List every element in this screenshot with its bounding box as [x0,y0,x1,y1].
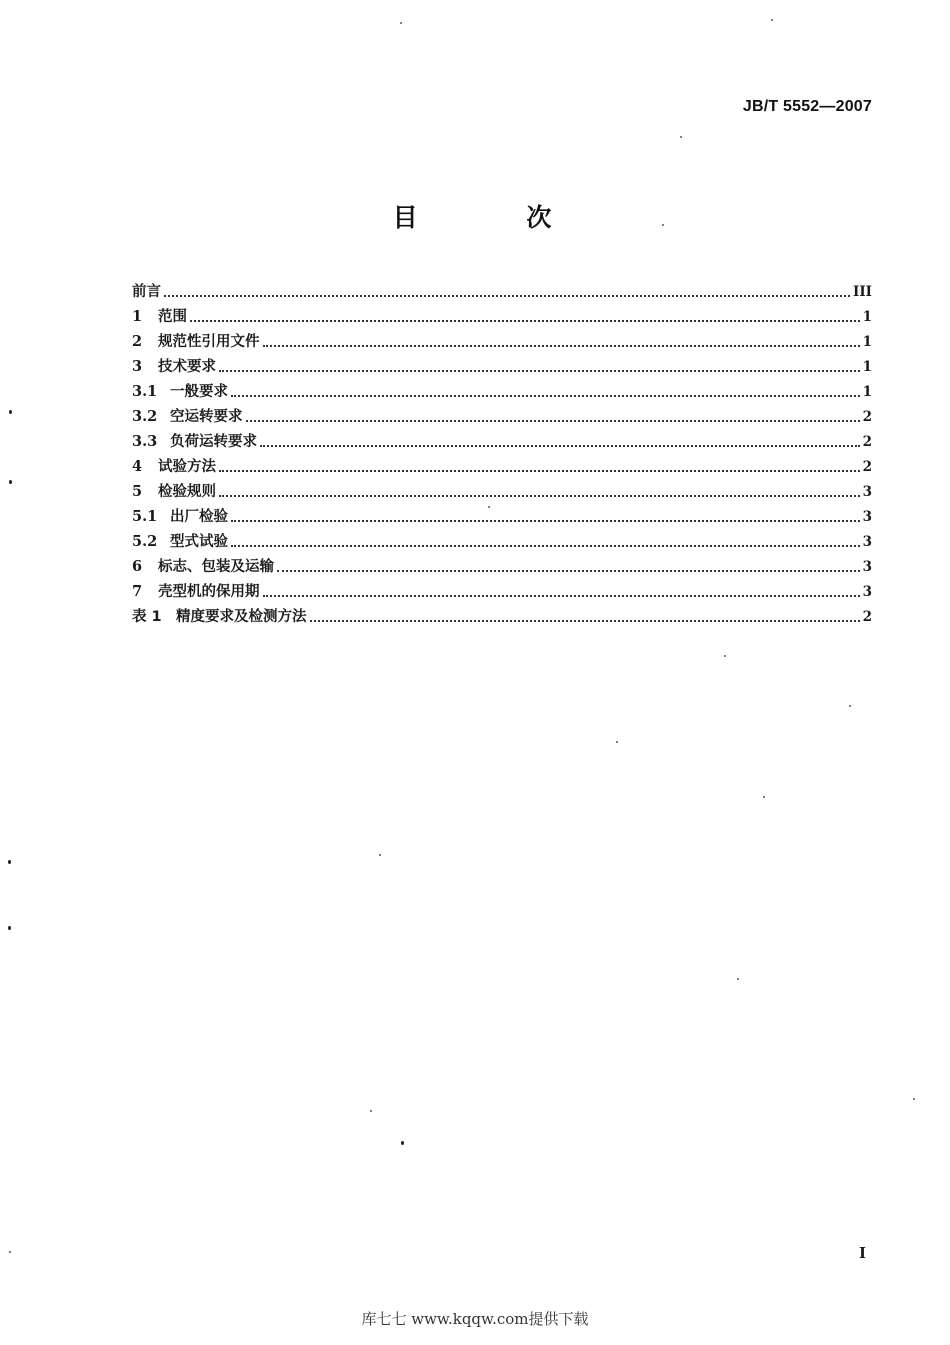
toc-leader-dots [231,545,860,547]
toc-entry[interactable] [132,601,872,626]
scan-speck [488,506,490,508]
toc-entry-page: 2 [862,609,872,625]
toc-entry[interactable] [132,276,872,301]
toc-entry-page: 2 [862,434,872,450]
toc-entry-label: 一般要求 [170,384,228,400]
toc-entry-number: 7 [132,583,143,600]
scan-speck [9,410,12,414]
toc-entry[interactable] [132,326,872,351]
toc-entry-label: 出厂检验 [170,509,228,525]
toc-entry-label: 技术要求 [158,359,216,375]
toc-entry-number: 4 [132,458,143,475]
toc-entry-number: 5.2 [132,533,158,550]
scan-speck [849,705,851,707]
toc-entry[interactable] [132,576,872,601]
toc-entry-label: 空运转要求 [170,409,243,425]
scan-speck [370,1110,372,1112]
scan-speck [724,655,726,657]
toc-entry-label: 精度要求及检测方法 [176,609,307,625]
toc-entry[interactable] [132,376,872,401]
toc-leader-dots [263,345,860,347]
standard-code: JB/T 5552—2007 [742,98,872,115]
toc-entry-page: 1 [862,384,872,400]
toc-entry-page: 1 [862,359,872,375]
toc-entry-label: 型式试验 [170,534,228,550]
scan-speck [379,854,381,856]
toc-entry[interactable] [132,526,872,551]
toc-entry-number: 3.1 [132,383,158,400]
scan-speck [8,926,11,930]
toc-entry-label: 负荷运转要求 [170,434,257,450]
toc-entry[interactable] [132,451,872,476]
toc-leader-dots [310,620,860,622]
toc-entry[interactable] [132,351,872,376]
toc-leader-dots [246,420,860,422]
toc-entry[interactable] [132,551,872,576]
toc-leader-dots [219,495,860,497]
scan-speck [400,22,402,24]
toc-leader-dots [263,595,860,597]
scan-speck [8,860,11,864]
toc-leader-dots [231,395,860,397]
toc-leader-dots [190,320,860,322]
scan-speck [9,480,12,484]
toc-entry-page: 1 [862,309,872,325]
scan-speck [737,978,739,980]
toc-entry-page: 3 [862,584,872,600]
toc-entry-number: 3.3 [132,433,158,450]
toc-entry-number: 3 [132,358,143,375]
toc-entry[interactable] [132,426,872,451]
toc-entry[interactable] [132,301,872,326]
toc-entry-label: 规范性引用文件 [158,334,260,350]
toc-entry-label: 标志、包装及运输 [158,559,274,575]
toc-entry-number: 表 1 [132,609,162,625]
toc-entry-label: 范围 [158,309,187,325]
scan-speck [680,136,682,138]
toc-list [132,276,872,626]
toc-leader-dots [231,520,860,522]
scan-speck [913,1098,915,1100]
page-number: I [858,1244,866,1262]
toc-entry-label: 前言 [132,284,161,300]
scan-speck [763,796,765,798]
scan-speck [401,1141,404,1145]
scan-speck [9,1251,11,1253]
toc-leader-dots [219,470,860,472]
scan-speck [771,19,773,21]
toc-entry-number: 5.1 [132,508,158,525]
toc-entry[interactable] [132,501,872,526]
toc-entry-number: 6 [132,558,143,575]
toc-entry-page: 2 [862,409,872,425]
scan-speck [662,224,664,226]
toc-entry-number: 1 [132,308,143,325]
toc-entry-number: 3.2 [132,408,158,425]
toc-leader-dots [260,445,860,447]
toc-entry-number: 2 [132,333,143,350]
toc-entry-page: 3 [862,534,872,550]
scan-speck [616,741,618,743]
toc-entry[interactable] [132,476,872,501]
toc-entry-page: III [853,284,872,300]
toc-leader-dots [277,570,860,572]
toc-entry-label: 壳型机的保用期 [158,584,260,600]
toc-entry-label: 检验规则 [158,484,216,500]
toc-entry-page: 3 [862,559,872,575]
toc-entry-number: 5 [132,483,143,500]
watermark-text: 库七七 www.kqqw.com提供下载 [361,1310,589,1328]
toc-title: 目 次 [392,203,602,232]
toc-entry-page: 1 [862,334,872,350]
toc-entry-page: 3 [862,509,872,525]
toc-entry-page: 2 [862,459,872,475]
toc-entry[interactable] [132,401,872,426]
toc-entry-label: 试验方法 [158,459,216,475]
toc-entry-page: 3 [862,484,872,500]
toc-leader-dots [164,295,850,297]
toc-leader-dots [219,370,860,372]
